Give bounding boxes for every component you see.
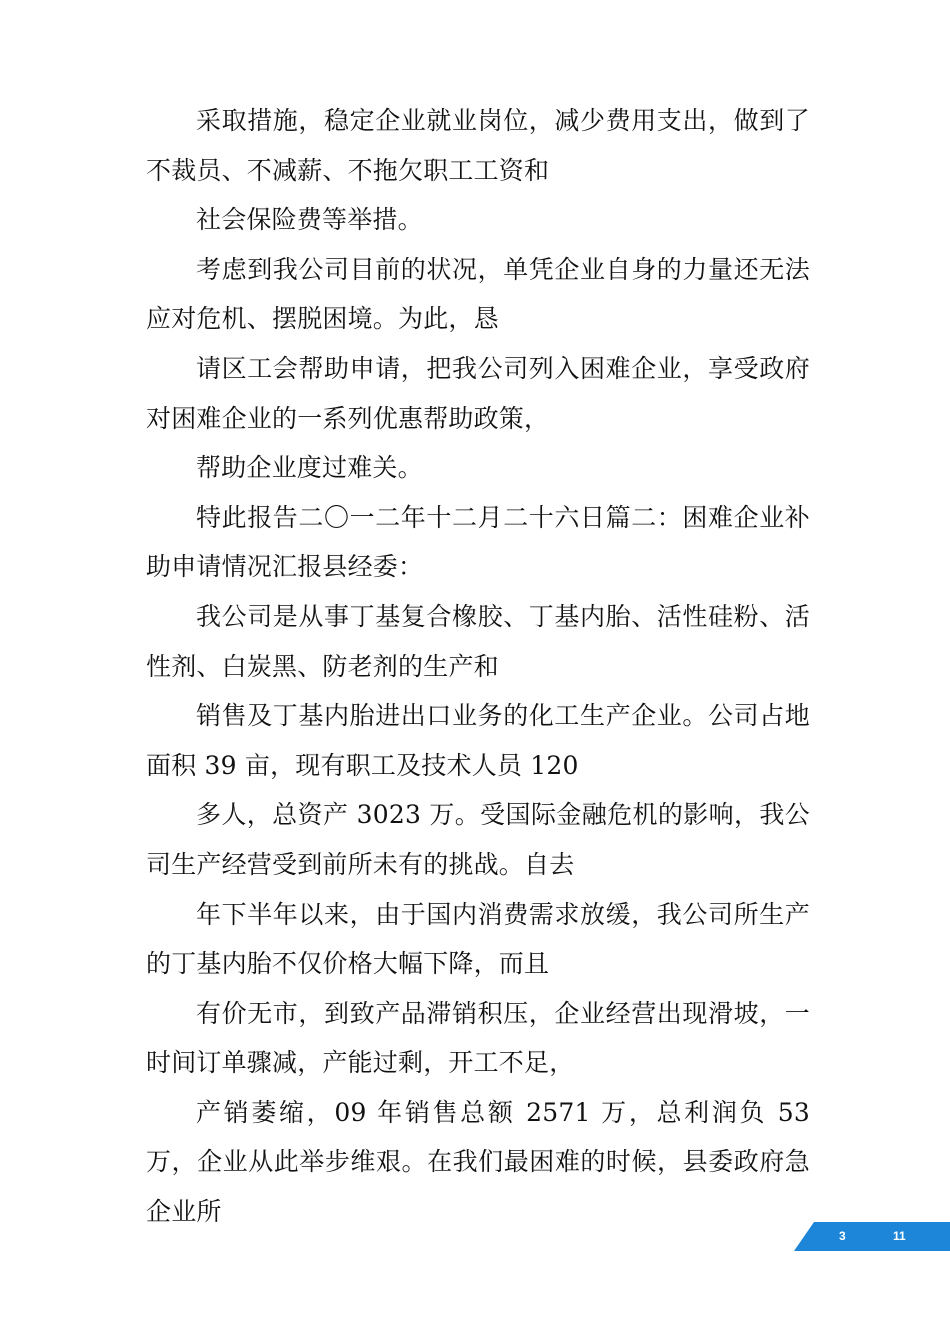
paragraph: 社会保险费等举措。 bbox=[196, 205, 423, 235]
paragraph: 采取措施，稳定企业就业岗位，减少费用支出，做到了不裁员、不减薪、不拖欠职工工资和 bbox=[146, 106, 810, 185]
paragraph: 产销萎缩，09 年销售总额 2571 万，总利润负 53 万，企业从此举步维艰。在我们最困难的时候，县委政府急企业所 bbox=[146, 1097, 810, 1227]
paragraph: 请区工会帮助申请，把我公司列入困难企业，享受政府对困难企业的一系列优惠帮助政策， bbox=[146, 353, 810, 433]
paragraph: 年下半年以来，由于国内消费需求放缓，我公司所生产的丁基内胎不仅价格大幅下降，而且 bbox=[146, 899, 810, 979]
paragraph: 我公司是从事丁基复合橡胶、丁基内胎、活性硅粉、活性剂、白炭黑、防老剂的生产和 bbox=[146, 601, 810, 681]
page-total: 11 bbox=[893, 1229, 906, 1243]
paragraph: 考虑到我公司目前的状况，单凭企业自身的力量还无法应对危机、摆脱困境。为此，恳 bbox=[146, 254, 810, 334]
footer-accent-band bbox=[794, 1222, 950, 1251]
paragraph: 多人，总资产 3023 万。受国际金融危机的影响，我公司生产经营受到前所未有的挑战。自去 bbox=[146, 800, 810, 879]
page-footer bbox=[794, 1222, 950, 1251]
document-body bbox=[146, 96, 810, 1237]
paragraph: 销售及丁基内胎进出口业务的化工生产企业。公司占地面积 39 亩，现有职工及技术人员 120 bbox=[146, 701, 810, 780]
page-number: 3 bbox=[839, 1229, 846, 1243]
paragraph: 帮助企业度过难关。 bbox=[196, 453, 423, 483]
paragraph: 有价无市，到致产品滞销积压，企业经营出现滑坡，一时间订单骤减，产能过剩，开工不足， bbox=[146, 998, 810, 1078]
paragraph: 特此报告二〇一二年十二月二十六日篇二：困难企业补助申请情况汇报县经委： bbox=[146, 502, 810, 582]
